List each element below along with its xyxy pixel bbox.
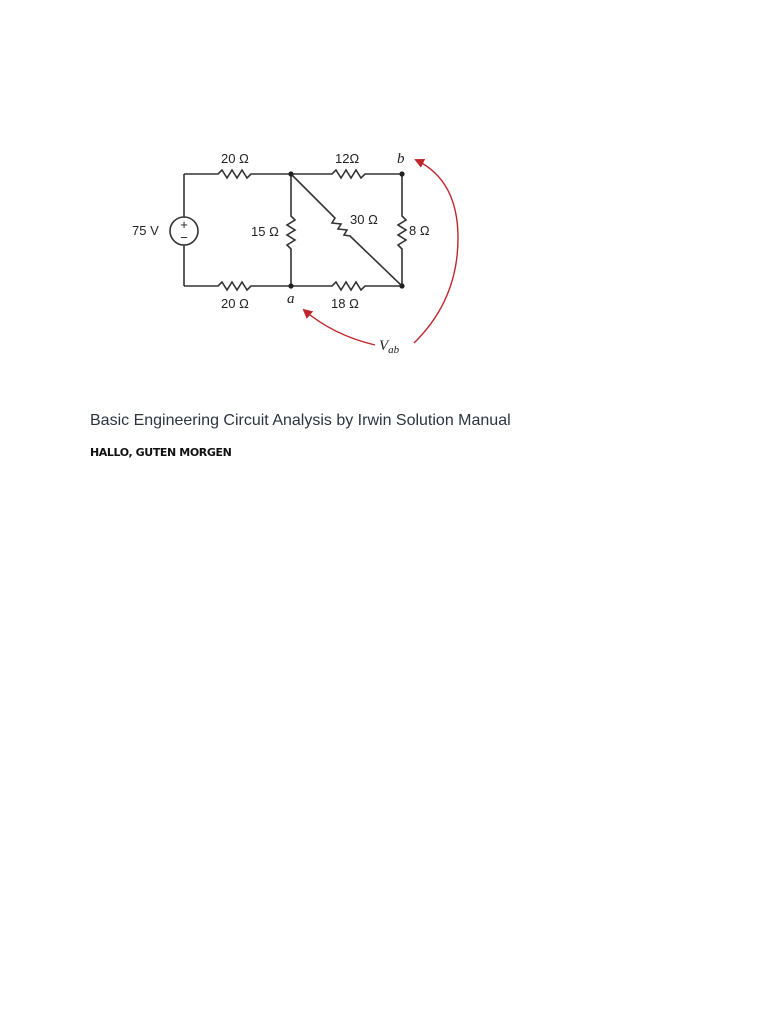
node-a-label: a (287, 291, 295, 307)
circuit-diagram (128, 140, 470, 362)
bottom-left-wire (184, 282, 291, 290)
top-right-wire (291, 170, 402, 178)
node-bottom-right (399, 283, 404, 288)
vab-arc-to-b (414, 160, 458, 343)
top-right-resistor-label: 12Ω (335, 151, 360, 166)
source-voltage-label: 75 V (132, 223, 159, 238)
right-vertical-wire (398, 174, 406, 286)
diagonal-wire (291, 174, 402, 286)
vab-label-main: V (379, 338, 389, 354)
right-resistor-label: 8 Ω (409, 223, 430, 238)
node-top-middle (288, 171, 293, 176)
source-minus-sign: − (180, 230, 188, 245)
middle-resistor-label: 15 Ω (251, 224, 279, 239)
bottom-left-resistor-label: 20 Ω (221, 296, 249, 311)
top-left-wire (184, 170, 291, 178)
vab-arc-to-a (304, 310, 375, 345)
document-subtitle: HALLO, GUTEN MORGEN (90, 446, 232, 459)
top-left-resistor-label: 20 Ω (221, 151, 249, 166)
document-title: Basic Engineering Circuit Analysis by Irwin Solution Manual (90, 412, 511, 429)
bottom-right-resistor-label: 18 Ω (331, 296, 359, 311)
vab-label-subscript: ab (388, 344, 400, 356)
vab-label (379, 338, 400, 356)
diagonal-resistor-label: 30 Ω (350, 212, 378, 227)
source-plus-sign: + (180, 217, 188, 232)
node-b-dot (399, 171, 404, 176)
bottom-right-wire (291, 282, 402, 290)
node-b-label: b (397, 151, 405, 167)
node-a-dot (288, 283, 293, 288)
middle-vertical-wire (287, 174, 295, 286)
